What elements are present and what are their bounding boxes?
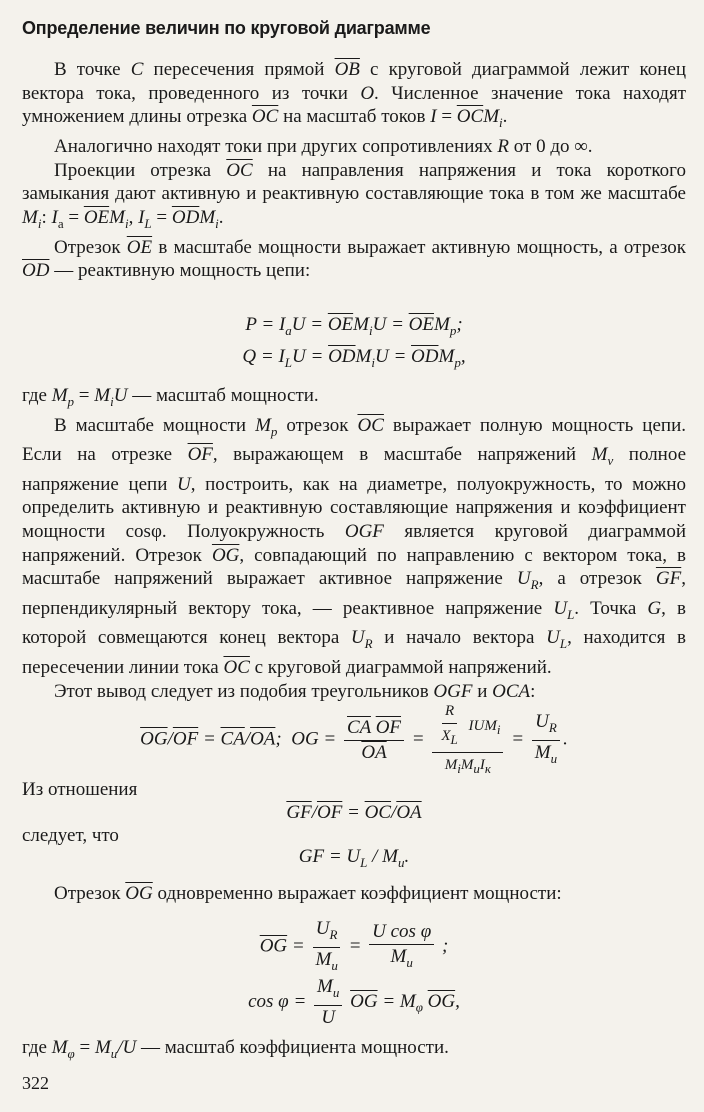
equation-q: $Q = I_LU = \overline{OD}M_iU = \overline{OD}M_p$, xyxy=(242,346,466,370)
body-text-block-1 xyxy=(22,58,686,283)
body-text-block-4 xyxy=(22,824,686,848)
paragraph-7: Этот вывод следует из подобия треугольников OGF и OCA: xyxy=(54,680,536,702)
paragraph-5: где $M_p = M_iU$ — масштаб мощности. xyxy=(22,385,319,409)
paragraph-2: Аналогично находят токи при других сопротивлениях R от 0 до ∞. xyxy=(54,135,593,157)
body-text-block-3 xyxy=(22,778,686,802)
paragraph-3: Проекции отрезка $\overline{OC}$ на направления напряжения и тока короткого замыкания дают активную и реактивную составляющие тока в том же масштабе $M_i$: $I_а = \overline{OE}M_i$, $I_L = \overline{OD}M_i$. xyxy=(22,159,686,231)
paragraph-1: В точке C пересечения прямой $\overline{OB}$ с круговой диаграммой лежит конец вектора тока, проведенного из точки O. Численное значение тока находят умножением длины отрезка $\overline{OC}$ на масштаб токов $I = \overline{OC}M_i$. xyxy=(22,59,687,131)
body-text-block-5 xyxy=(22,882,686,906)
paragraph-11: где $M_\varphi = M_u/U$ — масштаб коэффициента мощности. xyxy=(22,1037,449,1061)
equation-p: $P = I_aU = \overline{OE}M_iU = \overline{OE}M_p$; xyxy=(245,314,463,338)
equation-cos: cos φ = $\frac{M_u}{U}$ $\overline{OG} = M_\varphi$ $\overline{OG}$, xyxy=(248,976,460,1028)
paragraph-4: Отрезок $\overline{OE}$ в масштабе мощности выражает активную мощность, а отрезок $\overline{OD}$ — реактивную мощность цепи: xyxy=(22,236,686,282)
paragraph-10: Отрезок $\overline{OG}$ одновременно выражает коэффициент мощности: xyxy=(54,883,562,904)
section-heading: Определение величин по круговой диаграмме xyxy=(22,18,431,38)
equation-og-cos: $\overline{OG}$ = $\frac{U_R}{M_u}$ = $\frac{\text{U cos φ}}{M_u}$ ; xyxy=(259,918,449,973)
body-text-block-6 xyxy=(22,1036,686,1066)
equation-gf-ratio: $\overline{GF}/\overline{OF} = \overline{OC}/\overline{OA}$ xyxy=(286,802,422,823)
page-number: 322 xyxy=(22,1073,49,1093)
paragraph-8: Из отношения xyxy=(22,779,138,800)
body-text-block-2 xyxy=(22,384,686,703)
equation-gf: GF = $U_L / M_u$. xyxy=(298,846,410,870)
equation-og: $\overline{OG}/\overline{OF} = \overline{CA}/\overline{OA}$; OG = $\frac{\overline{CA} \overline{OF}}{OA}$ = $\frac{R}{X_L}$ $IUM_i$ $M_iM_uI_к$ = $\frac{U_R}{M_u}$ . xyxy=(22,700,686,780)
paragraph-6: В масштабе мощности $M_p$ отрезок $\overline{OC}$ выражает полную мощность цепи. Если на отрезке $\overline{OF}$, выражающем в масштабе напряжений $M_v$ полное напряжение цепи U, построить, как на диаметре, полуокружность, то можно определить активную и реактивную составляющие напряжения и коэффициент мощности cosφ. Полуокружность OGF является круговой диаграммой напряжений. Отрезок $\overline{OG}$, совпадающий по направлению с вектором тока, в масштабе напряжений выражает активное напряжение $U_R$, а отрезок $\overline{GF}$, перпендикулярный вектору тока, — реактивное напряжение $U_L$. Точка G, в которой совмещаются конец вектора $U_R$ и начало вектора $U_L$, находится в пересечении линии тока $\overline{OC}$ с круговой диаграммой напряжений. xyxy=(22,414,687,678)
paragraph-9: следует, что xyxy=(22,825,119,846)
